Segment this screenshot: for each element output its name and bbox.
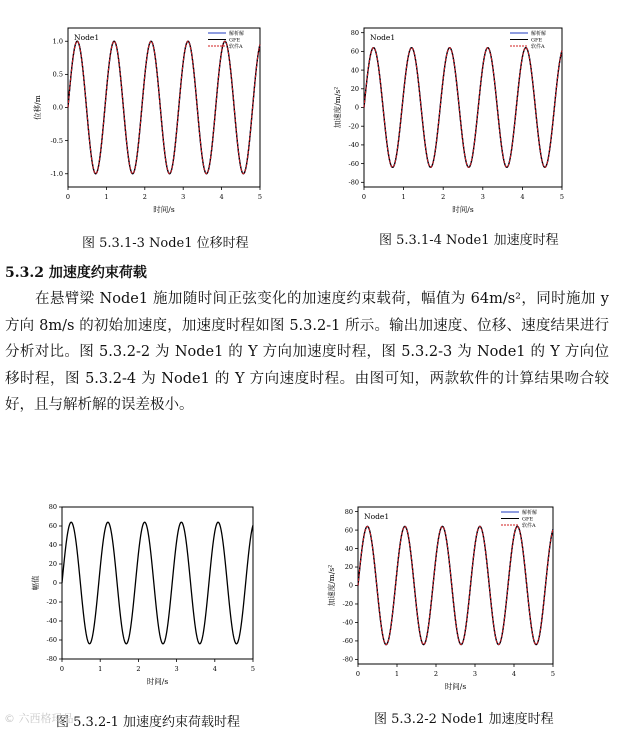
- plot-frame: [62, 507, 253, 659]
- series-line-2: [68, 41, 260, 174]
- chart-acceleration-load: [30, 495, 274, 695]
- series-line-1: [364, 48, 562, 168]
- series-line-0: [68, 41, 260, 174]
- y-axis-label: 加速度/m/s²: [327, 564, 336, 607]
- x-tick-label: 1: [104, 193, 109, 201]
- section-heading: 5.3.2 加速度约束荷载: [5, 265, 147, 281]
- series-line-1: [68, 41, 260, 174]
- y-axis-label: 加速度/m/s²: [333, 86, 342, 129]
- y-tick-label: 40: [350, 66, 359, 75]
- y-tick-label: -20: [342, 600, 353, 609]
- x-tick-label: 2: [136, 665, 141, 673]
- legend-entry: 解析解: [229, 31, 245, 37]
- watermark: © 六西格玛品: [4, 712, 74, 725]
- legend-entry: GFE: [229, 37, 241, 44]
- series-line-0: [62, 522, 253, 644]
- x-tick-label: 1: [401, 193, 406, 201]
- figure-node1-acceleration: [332, 20, 576, 220]
- caption-fig-5-3-1-3: 图 5.3.1-3 Node1 位移时程: [82, 236, 249, 251]
- x-tick-label: 3: [181, 193, 186, 201]
- series-line-2: [364, 48, 562, 168]
- series-line-2: [358, 526, 553, 644]
- x-tick-label: 4: [212, 665, 217, 673]
- y-tick-label: 20: [344, 563, 353, 572]
- body-paragraph: [5, 286, 609, 419]
- x-tick-label: 0: [59, 665, 65, 673]
- y-tick-label: -40: [348, 141, 359, 150]
- node-label: Node1: [364, 512, 390, 521]
- x-axis-label: 时间/s: [452, 205, 474, 214]
- caption-fig-5-3-1-4: 图 5.3.1-4 Node1 加速度时程: [379, 233, 559, 248]
- caption-fig-5-3-2-2: 图 5.3.2-2 Node1 加速度时程: [374, 712, 554, 727]
- y-axis-label: 位移/m: [33, 95, 42, 120]
- figure-node1-acceleration-2: [325, 495, 569, 695]
- y-tick-label: 20: [350, 84, 359, 93]
- x-axis-label: 时间/s: [153, 205, 175, 214]
- x-tick-label: 2: [142, 193, 147, 201]
- y-tick-label: 60: [344, 526, 353, 535]
- series-line-0: [358, 526, 553, 644]
- figure-node1-displacement: [28, 20, 272, 220]
- legend-entry: GFE: [522, 516, 534, 523]
- x-tick-label: 1: [394, 670, 400, 678]
- x-tick-label: 5: [257, 193, 263, 201]
- y-tick-label: -1.0: [50, 169, 63, 178]
- legend-entry: 解析解: [522, 510, 538, 516]
- plot-frame: [364, 28, 562, 187]
- series-line-1: [358, 526, 553, 644]
- y-tick-label: -60: [348, 159, 359, 168]
- y-tick-label: 0: [52, 579, 57, 588]
- y-tick-label: -20: [46, 598, 57, 607]
- y-tick-label: -60: [342, 637, 353, 646]
- x-tick-label: 3: [174, 665, 179, 673]
- x-tick-label: 0: [355, 670, 361, 678]
- y-tick-label: -60: [46, 636, 57, 645]
- y-tick-label: 80: [48, 503, 57, 512]
- y-tick-label: 0.5: [52, 70, 63, 79]
- y-tick-label: -40: [46, 617, 57, 626]
- x-tick-label: 2: [433, 670, 439, 678]
- node-label: Node1: [370, 33, 396, 42]
- y-tick-label: -40: [342, 618, 353, 627]
- figure-acceleration-load: [30, 495, 274, 695]
- legend-entry: 软件A: [531, 44, 545, 50]
- x-tick-label: 3: [480, 193, 485, 201]
- chart-node1-acceleration-2: [325, 495, 569, 695]
- y-tick-label: -80: [46, 655, 57, 664]
- y-tick-label: 80: [350, 28, 359, 37]
- y-tick-label: 40: [344, 544, 353, 553]
- node-label: Node1: [74, 33, 100, 42]
- chart-node1-displacement: [28, 20, 272, 220]
- series-line-0: [364, 48, 562, 168]
- y-tick-label: 0: [348, 581, 353, 590]
- y-tick-label: -20: [348, 122, 359, 131]
- plot-frame: [68, 28, 260, 187]
- y-tick-label: -0.5: [50, 136, 63, 145]
- legend-entry: 软件A: [229, 44, 243, 50]
- y-tick-label: 1.0: [52, 37, 63, 46]
- paragraph-text: 在悬臂梁 Node1 施加随时间正弦变化的加速度约束载荷，幅值为 64m/s²，同时施加 y 方向 8m/s 的初始加速度，加速度时程如图 5.3.2-1 所示。输出加速度、位移、速度结果进行分析对比。图 5.3.2-2 为 Node1 的 Y 方向加速度时程，图 5.3.2-3 为 Node1 的 Y 方向位移时程，图 5.3.2-4 为 Node1 的 Y 方向速度时程。由图可知，两款软件的计算结果吻合较好，且与解析解的误差极小。: [5, 291, 609, 413]
- legend-entry: 软件A: [522, 523, 536, 529]
- y-tick-label: -80: [342, 655, 353, 664]
- x-axis-label: 时间/s: [444, 682, 467, 691]
- y-tick-label: 0: [354, 103, 359, 112]
- y-tick-label: 0.0: [52, 103, 63, 112]
- legend-entry: 解析解: [531, 31, 547, 37]
- y-tick-label: 20: [48, 560, 57, 569]
- x-tick-label: 4: [520, 193, 525, 201]
- x-tick-label: 4: [511, 670, 517, 678]
- x-tick-label: 1: [98, 665, 103, 673]
- legend-entry: GFE: [531, 37, 543, 44]
- y-tick-label: 40: [48, 541, 57, 550]
- y-axis-label: 幅值: [31, 575, 40, 591]
- x-tick-label: 4: [219, 193, 224, 201]
- x-tick-label: 0: [361, 193, 367, 201]
- x-tick-label: 0: [65, 193, 71, 201]
- y-tick-label: 60: [350, 47, 359, 56]
- plot-frame: [358, 507, 553, 664]
- x-tick-label: 5: [250, 665, 256, 673]
- x-tick-label: 3: [472, 670, 478, 678]
- x-tick-label: 5: [559, 193, 565, 201]
- chart-node1-acceleration: [332, 20, 576, 220]
- x-tick-label: 5: [550, 670, 556, 678]
- y-tick-label: 60: [48, 522, 57, 531]
- caption-fig-5-3-2-1: 图 5.3.2-1 加速度约束荷载时程: [56, 715, 241, 730]
- y-tick-label: -80: [348, 178, 359, 187]
- x-axis-label: 时间/s: [146, 677, 169, 686]
- y-tick-label: 80: [344, 507, 353, 516]
- x-tick-label: 2: [441, 193, 446, 201]
